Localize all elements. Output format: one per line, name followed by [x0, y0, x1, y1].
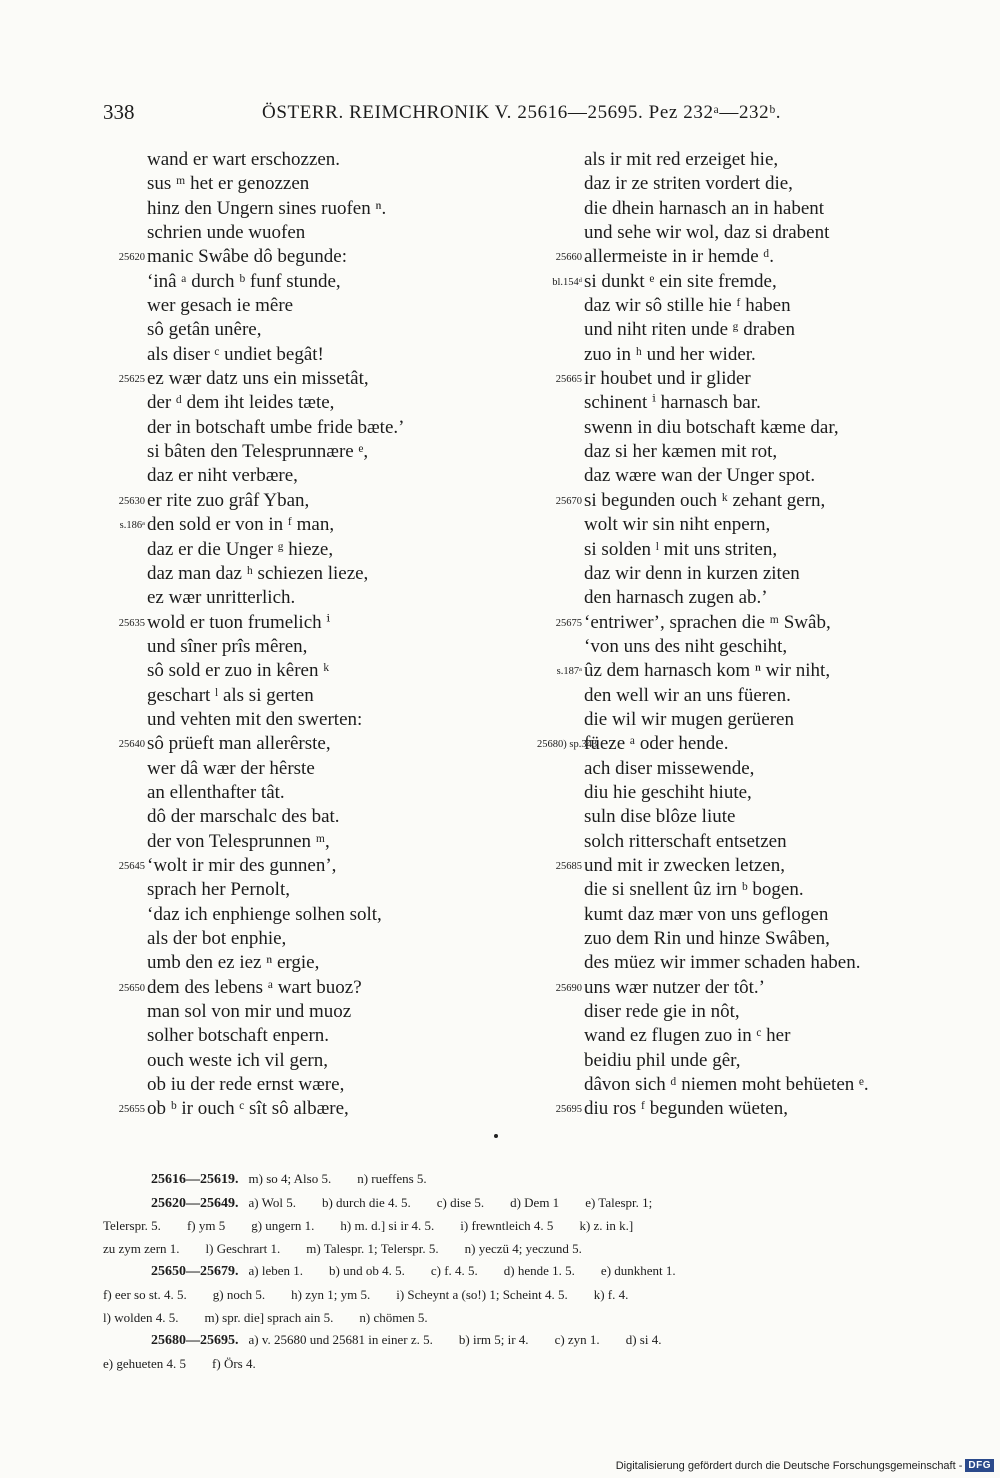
verse-line — [537, 148, 957, 172]
verse-number: 25620 — [118, 252, 145, 264]
footnote-entry: n) yeczü 4; yeczund 5. — [464, 1240, 582, 1256]
verse-line — [100, 757, 500, 781]
footnote-line — [103, 1238, 961, 1261]
verse-text: und sehe wir wol, daz si drabent — [584, 222, 830, 244]
verse-line — [537, 611, 957, 635]
footnote-entry: n) rueffens 5. — [357, 1171, 427, 1186]
verse-text: manic Swâbe dô begunde: — [147, 246, 347, 268]
verse-text: sus ᵐ het er genozzen — [147, 173, 310, 195]
verse-text: umb den ez iez ⁿ ergie, — [147, 952, 320, 974]
verse-line — [537, 562, 957, 586]
verse-line — [100, 197, 500, 221]
verse-line — [537, 951, 957, 975]
verse-line — [100, 1073, 500, 1097]
footnote-entry: m) Talespr. 1; Telerspr. 5. — [306, 1240, 439, 1256]
verse-text: diu hie geschiht hiute, — [584, 781, 752, 803]
verse-number: 25670 — [555, 495, 582, 507]
verse-line — [537, 489, 957, 513]
footnote-entry: l) Geschrart 1. — [205, 1240, 281, 1256]
verse-line — [537, 927, 957, 951]
footnote-entry: e) Talespr. 1; — [585, 1194, 653, 1210]
verse-line — [100, 391, 500, 415]
verse-line — [537, 513, 957, 537]
verse-number: 25660 — [555, 252, 582, 264]
verse-line — [100, 489, 500, 513]
verse-number: 25695 — [555, 1104, 582, 1116]
verse-line — [537, 586, 957, 610]
verse-text: und vehten mit den swerten: — [147, 708, 363, 730]
verse-line — [537, 805, 957, 829]
footnote-line — [103, 1215, 961, 1238]
verse-text: solch ritterschaft entsetzen — [584, 830, 787, 852]
footnote-entry: c) dise 5. — [436, 1194, 485, 1210]
verse-text: als ir mit red erzeiget hie, — [584, 149, 779, 170]
verse-text: ʻinâ ᵃ durch ᵇ funf stunde, — [147, 270, 341, 292]
verse-text: daz er die Unger ᵍ hieze, — [147, 538, 334, 560]
verse-line — [100, 148, 500, 172]
verse-line — [537, 635, 957, 659]
verse-text: si begunden ouch ᵏ zehant gern, — [584, 489, 826, 511]
verse-line — [537, 708, 957, 732]
verse-text: ob iu der rede ernst wære, — [147, 1074, 345, 1096]
verse-line — [100, 343, 500, 367]
footnote-entry: d) si 4. — [625, 1332, 662, 1348]
verse-line — [100, 903, 500, 927]
verse-text: daz wir sô stille hie ᶠ haben — [584, 295, 791, 317]
verse-number: 25630 — [118, 495, 145, 507]
verse-line — [537, 903, 957, 927]
verse-line — [100, 586, 500, 610]
verse-number: 25690 — [555, 982, 582, 994]
footnote-range: 25650—25679. — [151, 1264, 239, 1280]
verse-line — [537, 270, 957, 294]
verse-text: sprach her Pernolt, — [147, 879, 290, 901]
footnote-entry: g) noch 5. — [212, 1286, 266, 1302]
footnote-group — [103, 1168, 961, 1192]
verse-line — [100, 659, 500, 683]
verse-text: wer gesach ie mêre — [147, 295, 294, 317]
verse-text: wold er tuon frumelich ⁱ — [147, 611, 331, 633]
verse-text: wand ez flugen zuo in ᶜ her — [584, 1025, 791, 1047]
verse-line — [537, 416, 957, 440]
verse-text: daz wære wan der Unger spot. — [584, 465, 816, 487]
footnote-line — [103, 1192, 961, 1216]
footnote-entry: n) chömen 5. — [359, 1309, 428, 1325]
verse-text: schrien unde wuofen — [147, 222, 306, 244]
footnote-entry: e) dunkhent 1. — [600, 1263, 676, 1279]
dfg-logo-icon: DFG — [965, 1459, 994, 1472]
verse-text: und niht riten unde ᵍ draben — [584, 319, 795, 341]
verse-line — [100, 611, 500, 635]
verse-line — [537, 318, 957, 342]
verse-line — [100, 1000, 500, 1024]
verse-text: an ellenthafter tât. — [147, 781, 285, 803]
footnote-group — [103, 1192, 961, 1261]
verse-line — [537, 440, 957, 464]
verse-text: beidiu phil unde gêr, — [584, 1049, 741, 1071]
verse-line — [537, 538, 957, 562]
verse-text: füeze ᵃ oder hende. — [584, 733, 729, 755]
footnote-entry: i) Scheynt a (so!) 1; Scheint 4. 5. — [396, 1286, 568, 1302]
verse-line — [537, 976, 957, 1000]
verse-text: die si snellent ûz irn ᵇ bogen. — [584, 879, 804, 901]
verse-number: 25655 — [118, 1104, 145, 1116]
verse-text: dô der marschalc des bat. — [147, 806, 340, 828]
footnote-entry: c) zyn 1. — [554, 1332, 600, 1348]
page-number: 338 — [103, 100, 135, 124]
verse-line — [537, 757, 957, 781]
verse-text: er rite zuo grâf Yban, — [147, 489, 310, 511]
verse-text: der ᵈ dem iht leides tæte, — [147, 392, 335, 414]
footnote-line — [103, 1168, 961, 1192]
verse-text: diu ros ᶠ begunden wüeten, — [584, 1098, 788, 1120]
left-verse-column — [100, 148, 500, 1122]
verse-text: wolt wir sin niht enpern, — [584, 514, 771, 536]
verse-line — [537, 172, 957, 196]
verse-text: diser rede gie in nôt, — [584, 1001, 740, 1023]
verse-line — [537, 294, 957, 318]
verse-text: swenn in diu botschaft kæme dar, — [584, 416, 839, 438]
footnote-entry: k) z. in k.] — [579, 1218, 634, 1234]
verse-line — [537, 854, 957, 878]
footnotes — [103, 1168, 961, 1375]
footnote-entry: l) wolden 4. 5. — [103, 1309, 179, 1325]
verse-text: daz man daz ʰ schiezen lieze, — [147, 562, 369, 584]
verse-line — [537, 367, 957, 391]
verse-line — [537, 878, 957, 902]
verse-text: ez wær datz uns ein missetât, — [147, 368, 369, 390]
verse-text: den well wir an uns füeren. — [584, 684, 791, 706]
footnote-entry: b) irm 5; ir 4. — [458, 1332, 529, 1348]
verse-line — [537, 1073, 957, 1097]
verse-line — [537, 221, 957, 245]
footnote-entry: a) v. 25680 und 25681 in einer z. 5. — [248, 1332, 433, 1348]
verse-line — [100, 172, 500, 196]
verse-number: 25680) sp.343 — [537, 739, 598, 751]
verse-line — [100, 562, 500, 586]
verse-line — [537, 197, 957, 221]
verse-line — [537, 732, 957, 756]
verse-text: daz ir ze striten vordert die, — [584, 173, 793, 195]
footnote-entry: c) f. 4. 5. — [430, 1263, 478, 1279]
verse-text: sô sold er zuo in kêren ᵏ — [147, 660, 330, 682]
verse-text: der in botschaft umbe fride bæte.ʼ — [147, 416, 405, 438]
verse-line — [100, 245, 500, 269]
footnote-entry: b) durch die 4. 5. — [321, 1194, 411, 1210]
verse-line — [100, 732, 500, 756]
verse-text: dâvon sich ᵈ niemen moht behüeten ᵉ. — [584, 1074, 869, 1096]
verse-text: si bâten den Telesprunnære ᵉ, — [147, 441, 369, 463]
verse-line — [100, 781, 500, 805]
verse-text: ûz dem harnasch kom ⁿ wir niht, — [584, 660, 831, 682]
verse-text: der von Telesprunnen ᵐ, — [147, 830, 330, 852]
footnote-entry: f) eer so st. 4. 5. — [103, 1286, 187, 1302]
verse-line — [100, 1097, 500, 1121]
verse-line — [537, 830, 957, 854]
verse-text: schinent ⁱ harnasch bar. — [584, 392, 761, 414]
verse-line — [100, 221, 500, 245]
verse-line — [100, 294, 500, 318]
verse-text: solher botschaft enpern. — [147, 1025, 330, 1047]
footnote-line — [103, 1307, 961, 1330]
verse-line — [537, 245, 957, 269]
verse-text: und sîner prîs mêren, — [147, 635, 308, 657]
footnote-line — [103, 1353, 961, 1376]
verse-line — [100, 464, 500, 488]
verse-line — [100, 805, 500, 829]
verse-text: daz si her kæmen mit rot, — [584, 441, 778, 463]
verse-text: dem des lebens ᵃ wart buoz? — [147, 976, 362, 998]
verse-number: s.187ᵃ — [556, 666, 582, 678]
verse-number: 25625 — [118, 374, 145, 386]
footnote-line — [103, 1260, 961, 1284]
verse-line — [100, 270, 500, 294]
verse-text: die dhein harnasch an in habent — [584, 197, 825, 219]
footnote-entry: a) leben 1. — [248, 1263, 304, 1279]
verse-line — [537, 684, 957, 708]
verse-text: allermeiste in ir hemde ᵈ. — [584, 246, 775, 268]
verse-text: sô getân unêre, — [147, 319, 262, 341]
footnote-entry: e) gehueten 4. 5 — [103, 1355, 187, 1371]
verse-line — [100, 1049, 500, 1073]
verse-text: als der bot enphie, — [147, 928, 287, 949]
footnote-range: 25616—25619. — [151, 1172, 239, 1187]
verse-line — [537, 781, 957, 805]
verse-text: sô prüeft man allerêrste, — [147, 733, 331, 755]
verse-text: ʻdaz ich enphienge solhen solt, — [147, 903, 382, 925]
verse-text: den harnasch zugen ab.ʼ — [584, 587, 768, 609]
verse-line — [100, 513, 500, 537]
verse-text: ouch weste ich vil gern, — [147, 1049, 328, 1071]
verse-text: man sol von mir und muoz — [147, 1001, 352, 1023]
verse-text: des müez wir immer schaden haben. — [584, 952, 861, 974]
verse-text: den sold er von in ᶠ man, — [147, 514, 335, 536]
verse-text: hinz den Ungern sines ruofen ⁿ. — [147, 197, 387, 219]
verse-number: bl.154ᵈ — [552, 276, 582, 288]
footnote-entry: f) Örs 4. — [212, 1355, 256, 1371]
verse-line — [100, 367, 500, 391]
verse-text: geschart ˡ als si gerten — [147, 684, 314, 706]
verse-text: die wil wir mugen gerüeren — [584, 708, 794, 730]
verse-line — [100, 708, 500, 732]
footnote-entry: b) und ob 4. 5. — [329, 1263, 405, 1279]
verse-line — [100, 440, 500, 464]
verse-number: 25665 — [555, 374, 582, 386]
center-mark — [494, 1134, 498, 1138]
verse-text: wand er wart erschozzen. — [147, 149, 341, 170]
verse-line — [537, 1049, 957, 1073]
footnote-entry: m) spr. die] sprach ain 5. — [204, 1309, 334, 1325]
footnote-entry: a) Wol 5. — [248, 1194, 296, 1210]
verse-text: ʻentriwerʼ, sprachen die ᵐ Swâb, — [584, 611, 831, 633]
verse-text: ʻwolt ir mir des gunnenʼ, — [147, 854, 337, 876]
verse-text: ir houbet und ir glider — [584, 368, 751, 390]
footnote-entry: d) Dem 1 — [510, 1194, 560, 1210]
verse-text: suln dise blôze liute — [584, 806, 736, 828]
verse-text: ʻvon uns des niht geschiht, — [584, 635, 788, 657]
footnote-entry: f) ym 5 — [186, 1218, 226, 1234]
verse-number: 25685 — [555, 860, 582, 872]
dfg-attribution — [616, 1459, 994, 1472]
verse-line — [100, 976, 500, 1000]
verse-line — [537, 1097, 957, 1121]
verse-number: 25635 — [118, 617, 145, 629]
footnote-entry: Telerspr. 5. — [103, 1218, 161, 1234]
footnote-entry: zu zym zern 1. — [103, 1240, 180, 1256]
verse-text: wer dâ wær der hêrste — [147, 757, 315, 779]
verse-line — [100, 830, 500, 854]
footnote-line — [103, 1329, 961, 1353]
verse-text: si solden ˡ mit uns striten, — [584, 538, 778, 560]
verse-line — [100, 854, 500, 878]
footnote-group — [103, 1329, 961, 1375]
verse-number: 25640 — [118, 739, 145, 751]
verse-line — [100, 1024, 500, 1048]
verse-text: ob ᵇ ir ouch ᶜ sît sô albære, — [147, 1098, 349, 1120]
verse-line — [100, 416, 500, 440]
footnote-entry: i) frewntleich 4. 5 — [460, 1218, 554, 1234]
footnote-entry: k) f. 4. — [593, 1286, 629, 1302]
verse-number: s.186ᵃ — [119, 520, 145, 532]
verse-line — [537, 391, 957, 415]
verse-text: als diser ᶜ undiet begât! — [147, 343, 324, 365]
footnote-entry: m) so 4; Also 5. — [248, 1171, 332, 1186]
verse-text: zuo dem Rin und hinze Swâben, — [584, 928, 830, 949]
verse-text: ach diser missewende, — [584, 757, 755, 779]
verse-text: und mit ir zwecken letzen, — [584, 854, 786, 876]
verse-text: uns wær nutzer der tôt.ʼ — [584, 976, 765, 998]
verse-line — [537, 659, 957, 683]
verse-text: si dunkt ᵉ ein site fremde, — [584, 270, 777, 292]
running-title: ÖSTERR. REIMCHRONIK V. 25616—25695. Pez 232ᵃ—232ᵇ. — [262, 102, 782, 123]
footnote-range: 25680—25695. — [151, 1333, 239, 1349]
footnote-group — [103, 1260, 961, 1329]
footnote-entry: d) hende 1. 5. — [503, 1263, 575, 1279]
verse-text: ez wær unritterlich. — [147, 587, 296, 609]
verse-text: zuo in ʰ und her wider. — [584, 343, 756, 365]
verse-line — [100, 951, 500, 975]
verse-line — [537, 343, 957, 367]
footnote-line — [103, 1284, 961, 1307]
verse-text: kumt daz mær von uns geflogen — [584, 903, 829, 925]
verse-text: daz er niht verbære, — [147, 465, 298, 487]
verse-line — [100, 878, 500, 902]
verse-line — [537, 464, 957, 488]
verse-number: 25650 — [118, 982, 145, 994]
verse-number: 25675 — [555, 617, 582, 629]
verse-line — [537, 1024, 957, 1048]
verse-number: 25645 — [118, 860, 145, 872]
footnote-range: 25620—25649. — [151, 1195, 239, 1211]
verse-line — [100, 318, 500, 342]
verse-line — [100, 684, 500, 708]
verse-line — [100, 635, 500, 659]
verse-line — [537, 1000, 957, 1024]
footnote-entry: g) ungern 1. — [251, 1218, 315, 1234]
verse-text: daz wir denn in kurzen ziten — [584, 562, 800, 584]
verse-line — [100, 927, 500, 951]
footnote-entry: h) m. d.] si ir 4. 5. — [340, 1218, 435, 1234]
verse-line — [100, 538, 500, 562]
right-verse-column — [537, 148, 957, 1122]
footnote-entry: h) zyn 1; ym 5. — [291, 1286, 371, 1302]
attribution-text: Digitalisierung gefördert durch die Deutsche Forschungsgemeinschaft - — [615, 1459, 963, 1472]
